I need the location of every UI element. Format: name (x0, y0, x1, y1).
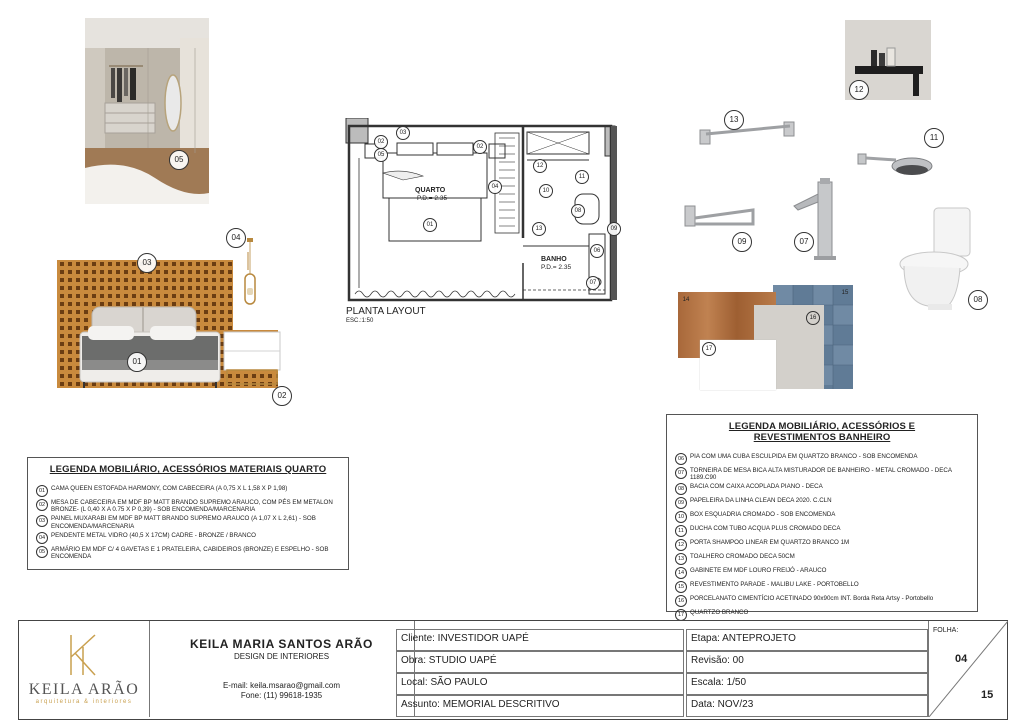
towelbar-label: 13 (724, 110, 744, 130)
cliente: Cliente: INVESTIDOR UAPÉ (396, 629, 684, 651)
logo-name: KEILA ARÃO (28, 681, 140, 698)
designer-phone: Fone: (11) 99618-1935 (240, 691, 323, 700)
plan-scale: ESC.:1:50 (346, 318, 374, 324)
local: Local: SÃO PAULO (396, 673, 684, 695)
toilet-label: 08 (968, 290, 988, 310)
legend-quarto-title: LEGENDA MOBILIÁRIO, ACESSÓRIOS MATERIAIS QUARTO (49, 464, 327, 475)
legend-quarto-item: 03 PAINEL MUXARABI EM MDF BP MATT BRANDO SUPREMO ARAUCO (A 1,07 X L 2,61) - SOB ENCOMENDA/MARCENARIA (36, 515, 340, 529)
room2-pd: P.D.= 2.35 (541, 264, 572, 271)
plan-tag: 07 (586, 276, 600, 290)
designer-block (149, 621, 415, 717)
pendant-render (240, 238, 260, 318)
shelf-label: 12 (849, 80, 869, 100)
designer-email[interactable]: E-mail: keila.msarao@gmail.com (222, 681, 341, 690)
legend-banheiro-title-2: REVESTIMENTOS BANHEIRO (753, 432, 891, 443)
closet-label: 05 (169, 150, 189, 170)
legend-banheiro-title-1: LEGENDA MOBILIÁRIO, ACESSÓRIOS E (728, 421, 916, 432)
faucet-label: 07 (794, 232, 814, 252)
legend-banheiro-item: 09 PAPELEIRA DA LINHA CLEAN DECA 2020. C.CLN (675, 497, 969, 509)
designer-name: KEILA MARIA SANTOS ARÃO (190, 637, 373, 651)
plan-tag: 12 (533, 159, 547, 173)
legend-banheiro-item: 06 PIA COM UMA CUBA ESCULPIDA EM QUARTZO BRANCO - SOB ENCOMENDA (675, 453, 969, 465)
plan-tag: 05 (374, 148, 388, 162)
plan-tag: 06 (590, 244, 604, 258)
floor-plan (343, 118, 625, 304)
legend-banheiro-item: 16 PORCELANATO CIMENTÍCIO ACETINADO 90x90cm INT. Borda Reta Artsy - Portobello (675, 595, 969, 607)
logo (19, 621, 150, 717)
room2-name: BANHO (541, 256, 567, 263)
swatch-porcelain-label: 16 (806, 311, 820, 325)
legend-banheiro-item: 08 BACIA COM CAIXA ACOPLADA PIANO - DECA (675, 483, 969, 495)
shower-render (856, 140, 936, 180)
legend-banheiro-item: 10 BOX ESQUADRIA CROMADO - SOB ENCOMENDA (675, 511, 969, 523)
title-block (18, 620, 1008, 720)
data: Data: NOV/23 (686, 695, 928, 717)
shower-label: 11 (924, 128, 944, 148)
escala: Escala: 1/50 (686, 673, 928, 695)
room1-name: QUARTO (415, 187, 446, 194)
legend-quarto-item: 04 PENDENTE METAL VIDRO (40,5 X 17CM) CADRE - BRONZE / BRANCO (36, 532, 340, 544)
legend-banheiro (666, 414, 978, 619)
swatch-tile-label: 15 (841, 290, 849, 296)
legend-quarto (27, 457, 349, 570)
folha-num: 04 (955, 653, 968, 665)
legend-banheiro-item: 17 QUARTZO BRANCO (675, 609, 969, 621)
plan-tag: 02 (473, 140, 487, 154)
plan-tag: 01 (423, 218, 437, 232)
plan-tag: 09 (607, 222, 621, 236)
etapa: Etapa: ANTEPROJETO (686, 629, 928, 651)
plan-title: PLANTA LAYOUT (346, 306, 426, 317)
bed-render (50, 252, 300, 402)
plan-tag: 03 (396, 126, 410, 140)
assunto: Assunto: MEMORIAL DESCRITIVO (396, 695, 684, 717)
paperholder-render (683, 196, 761, 232)
legend-banheiro-item: 14 GABINETE EM MDF LOURO FREIJÓ - ARAUCO (675, 567, 969, 579)
nightstand-label: 02 (272, 386, 292, 406)
obra: Obra: STUDIO UAPÉ (396, 651, 684, 673)
legend-quarto-item: 05 ARMÁRIO EM MDF C/ 4 GAVETAS E 1 PRATELEIRA, CABIDEIROS (BRONZE) E ESPELHO - SOB ENCOMENDA (36, 546, 340, 560)
plan-tag: 11 (575, 170, 589, 184)
headboard-label: 03 (137, 253, 157, 273)
legend-banheiro-item: 12 PORTA SHAMPOO LINEAR EM QUARTZO BRANCO 1M (675, 539, 969, 551)
swatch-white-label: 17 (702, 342, 716, 356)
closet-render (85, 18, 209, 204)
paperholder-label: 09 (732, 232, 752, 252)
legend-banheiro-item: 07 TORNEIRA DE MESA BICA ALTA MISTURADOR DE BANHEIRO - METAL CROMADO - DECA 1189.C90 (675, 467, 969, 481)
designer-role: DESIGN DE INTERIORES (233, 652, 330, 661)
shelf-render (845, 20, 931, 100)
plan-tag: 02 (374, 135, 388, 149)
folha-total: 15 (981, 689, 994, 701)
towelbar-render (698, 118, 798, 148)
legend-quarto-item: 01 CAMA QUEEN ESTOFADA HARMONY, COM CABECEIRA (A 0,75 X L 1,58 X P 1,98) (36, 485, 340, 497)
bed-label: 01 (127, 352, 147, 372)
folha-label: FOLHA: (933, 627, 959, 634)
logo-sub: arquitetura & interiores (35, 699, 133, 705)
plan-tag: 08 (571, 204, 585, 218)
revisao: Revisão: 00 (686, 651, 928, 673)
legend-banheiro-item: 15 REVESTIMENTO PARADE - MALIBU LAKE - PORTOBELLO (675, 581, 969, 593)
legend-quarto-item: 02 MESA DE CABECEIRA EM MDF BP MATT BRANDO SUPREMO ARAUCO, COM PÉS EM METALON BRONZE- (L 0,40 X A 0.75 X P 0,39) - SOB ENCOMENDA/MARCENARIA (36, 499, 340, 513)
legend-banheiro-item: 13 TOALHERO CROMADO DECA 50CM (675, 553, 969, 565)
folha-box (928, 621, 1008, 717)
toilet-render (898, 206, 974, 316)
room1-pd: P.D.= 2.35 (417, 195, 448, 202)
swatch-wood-label: 14 (682, 297, 690, 303)
plan-tag: 13 (532, 222, 546, 236)
swatch-white (700, 340, 776, 390)
pendant-label: 04 (226, 228, 246, 248)
plan-tag: 10 (539, 184, 553, 198)
legend-banheiro-item: 11 DUCHA COM TUBO ACQUA PLUS CROMADO DECA (675, 525, 969, 537)
plan-tag: 04 (488, 180, 502, 194)
logo-mark-icon (63, 633, 103, 677)
